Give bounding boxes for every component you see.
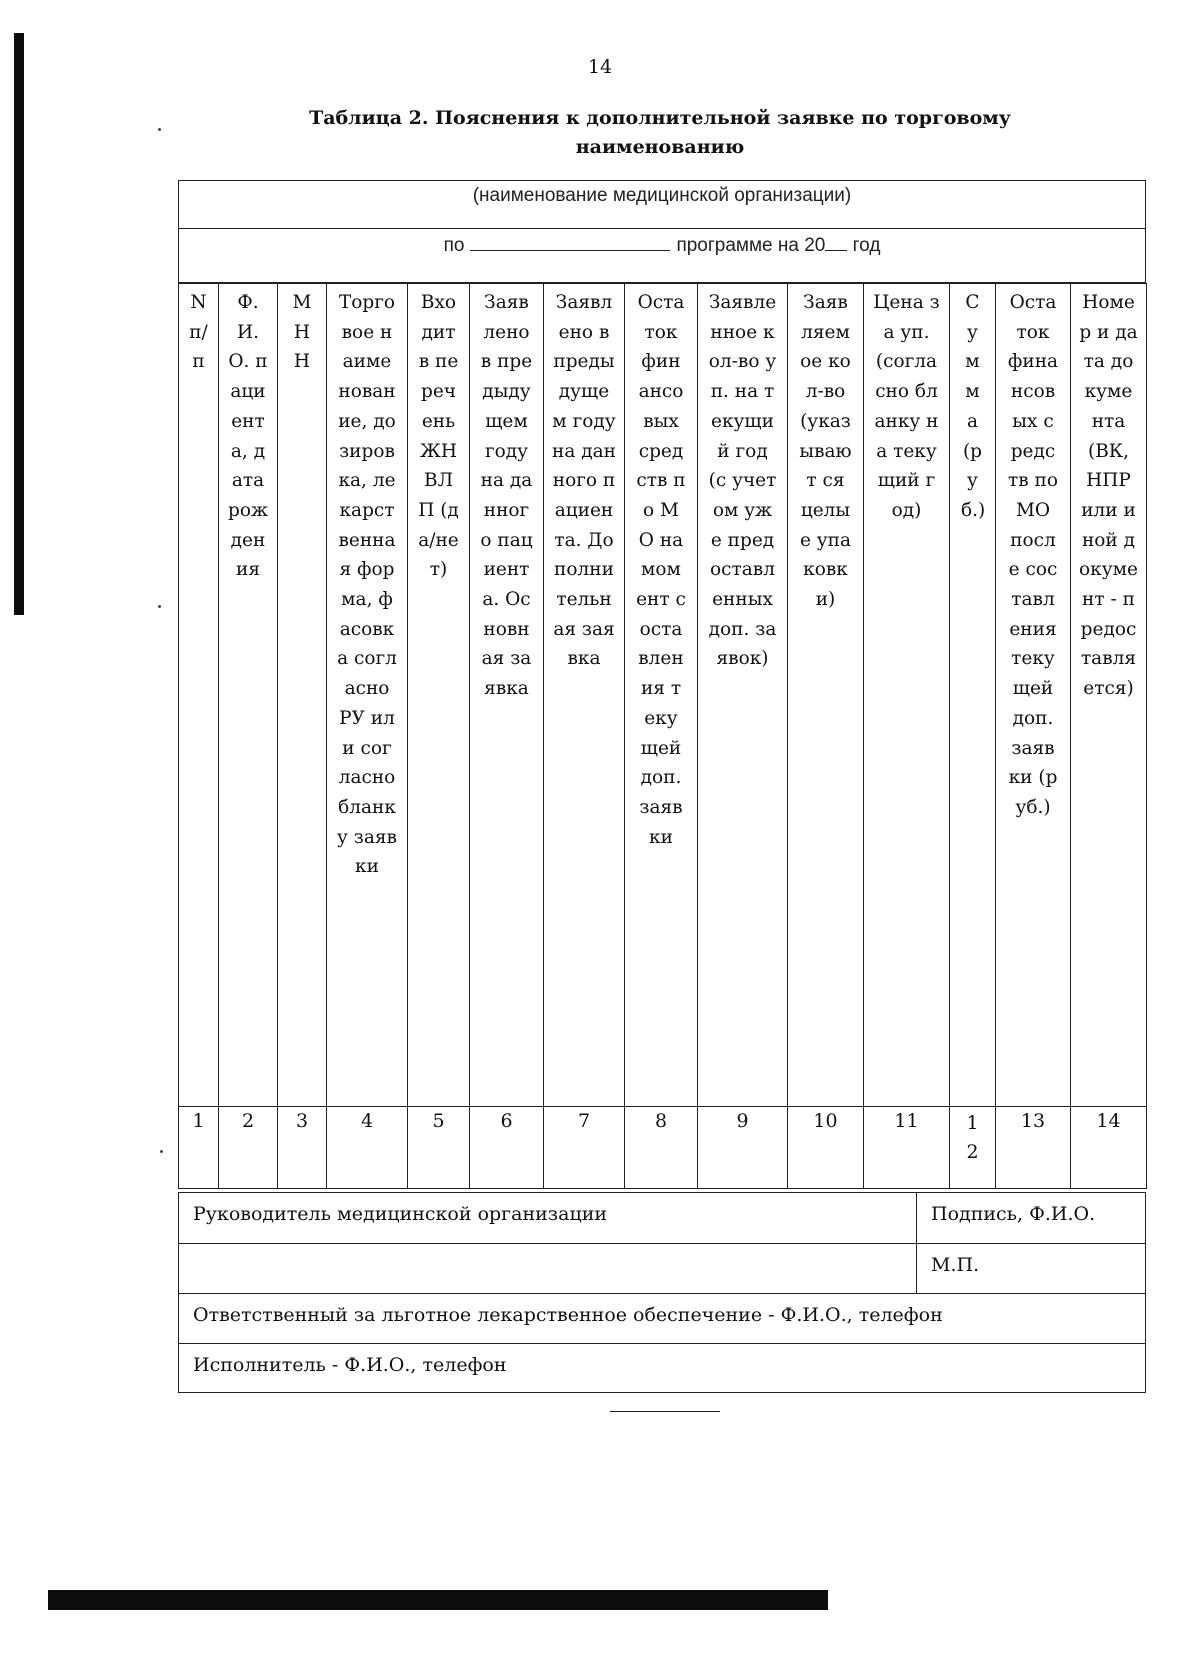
column-number: 1 xyxy=(179,1107,219,1189)
column-number: 4 xyxy=(327,1107,408,1189)
divider xyxy=(916,1193,917,1243)
executor-label: Исполнитель - Ф.И.О., телефон xyxy=(193,1354,507,1376)
column-number-row xyxy=(179,1107,1147,1189)
column-number: 10 xyxy=(788,1107,864,1189)
scan-speck xyxy=(160,1150,163,1153)
column-header: Номер и дата документа (ВК, НПР или иной документ - предоставляется) xyxy=(1079,292,1138,700)
column-number: 14 xyxy=(1071,1107,1147,1189)
column-header: Остаток финансовых средств по МО после составления текущей доп. заявки (руб.) xyxy=(1007,292,1059,818)
column-number: 5 xyxy=(408,1107,470,1189)
footer-stamp-row xyxy=(178,1243,1146,1293)
column-header: Остаток финансовых средств по МО на момент составления текущей доп. заявки xyxy=(636,292,686,848)
column-header: Заявлено в предыдущем году на данного пациента. Основная заявка xyxy=(480,292,533,700)
explanation-table xyxy=(178,283,1147,1189)
column-header: Торговое наименование, дозировка, лекарственная форма, фасовка согласно РУ или согласно бланку заявки xyxy=(337,292,397,878)
footer-responsible-row xyxy=(178,1293,1146,1343)
footer-head-row xyxy=(178,1192,1146,1243)
page-title: Таблица 2. Пояснения к дополнительной заявке по торговому наименованию xyxy=(309,107,1011,158)
scan-speck xyxy=(158,605,161,608)
end-rule xyxy=(610,1411,720,1412)
column-header: Цена за уп. (согласно бланку на текущий год) xyxy=(873,292,940,521)
program-middle: программе на 20 xyxy=(676,235,826,256)
column-header: Входит в перечень ЖНВЛП (да/нет) xyxy=(418,292,459,581)
column-header: Сумма (руб.) xyxy=(961,292,986,521)
year-blank xyxy=(825,236,847,251)
divider xyxy=(179,228,1145,229)
program-line xyxy=(179,235,1145,257)
scan-edge-mark xyxy=(14,33,24,615)
column-header: Ф.И.О. пациента, дата рождения xyxy=(228,292,268,581)
head-of-org-label: Руководитель медицинской организации xyxy=(193,1203,608,1225)
org-name-placeholder: (наименование медицинской организации) xyxy=(472,185,852,206)
divider xyxy=(916,1244,917,1293)
footer-executor-row xyxy=(178,1343,1146,1393)
column-number: 9 xyxy=(698,1107,788,1189)
program-prefix: по xyxy=(443,235,465,256)
column-number: 11 xyxy=(864,1107,950,1189)
responsible-label: Ответственный за льготное лекарственное обеспечение - Ф.И.О., телефон xyxy=(193,1304,943,1326)
scan-speck xyxy=(158,128,161,131)
column-number: 8 xyxy=(625,1107,698,1189)
column-header-row xyxy=(179,284,1147,1107)
column-number: 3 xyxy=(278,1107,327,1189)
page-number: 14 xyxy=(587,56,613,78)
column-number: 6 xyxy=(470,1107,544,1189)
column-header: Заявляемое кол-во (указывают ся целые упаковки) xyxy=(799,292,852,611)
stamp-label: М.П. xyxy=(931,1254,980,1276)
scan-bottom-mark xyxy=(48,1590,828,1610)
column-number: 7 xyxy=(544,1107,625,1189)
table-header-box xyxy=(178,180,1146,283)
column-header: Заявлено в предыдущем году на данного пациента. Дополнительная заявка xyxy=(552,292,616,670)
program-blank xyxy=(470,236,670,251)
column-number: 13 xyxy=(996,1107,1071,1189)
program-suffix: год xyxy=(852,235,881,256)
column-header: N п/п xyxy=(189,292,208,373)
column-header: Заявленное кол-во уп. на текущий год (с учетом уже предоставленных доп. заявок) xyxy=(708,292,777,670)
signature-label: Подпись, Ф.И.О. xyxy=(931,1203,1096,1225)
column-header: МНН xyxy=(292,292,312,373)
column-number: 12 xyxy=(950,1107,996,1189)
column-number: 2 xyxy=(219,1107,278,1189)
